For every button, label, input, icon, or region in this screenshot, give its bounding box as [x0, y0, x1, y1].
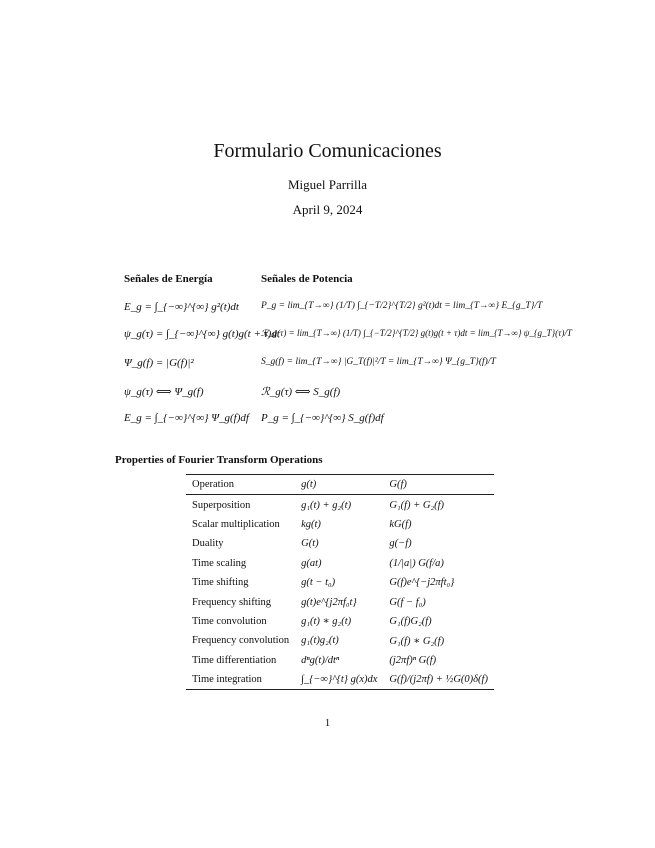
power-signals-heading: Señales de Potencia [261, 273, 353, 285]
operation-cell: Frequency convolution [192, 635, 290, 647]
column-header-operation: Operation [186, 475, 295, 495]
operation-cell: Duality [192, 538, 224, 550]
frequency-domain-cell: kG(f) [389, 518, 412, 530]
power-formula: ℛ_g(τ) ⟺ S_g(f) [261, 386, 341, 398]
table-row [186, 573, 494, 592]
time-domain-cell: g₁(t)g₂(t) [301, 635, 339, 647]
table-row [186, 495, 494, 515]
page-number: 1 [324, 717, 331, 729]
fourier-section-title: Properties of Fourier Transform Operations [115, 454, 323, 466]
time-domain-cell: g(at) [301, 557, 322, 569]
energy-formula: E_g = ∫_{−∞}^{∞} g²(t)dt [124, 301, 239, 313]
operation-cell: Frequency shifting [192, 596, 272, 608]
power-formula: P_g = ∫_{−∞}^{∞} S_g(f)df [261, 412, 384, 424]
frequency-domain-cell: G₁(f) + G₂(f) [389, 499, 445, 511]
operation-cell: Time integration [186, 670, 295, 690]
table-row [186, 631, 494, 650]
table-row [186, 670, 494, 690]
energy-formula: E_g = ∫_{−∞}^{∞} Ψ_g(f)df [124, 412, 249, 424]
operation-cell: Scalar multiplication [192, 518, 280, 530]
power-formula: S_g(f) = lim_{T→∞} |G_T(f)|²/T = lim_{T→∞} Ψ_{g_T}(f)/T [261, 357, 496, 367]
frequency-domain-cell: G(f)e^{−j2πft₀} [389, 577, 455, 589]
operation-cell: Superposition [192, 499, 251, 511]
energy-signals-heading: Señales de Energía [124, 273, 213, 285]
time-domain-cell: g(t)e^{j2πf₀t} [301, 596, 357, 608]
column-header-frequency-domain: G(f) [383, 475, 494, 495]
energy-formula: ψ_g(τ) = ∫_{−∞}^{∞} g(t)g(t + τ)dt [124, 328, 280, 340]
power-formula: ℛ_g(τ) = lim_{T→∞} (1/T) ∫_{−T/2}^{T/2} g(t)g(t + τ)dt = lim_{T→∞} ψ_{g_T}(τ)/T [261, 328, 572, 338]
document-date: April 9, 2024 [292, 202, 363, 217]
table-row [186, 592, 494, 611]
time-domain-cell: g₁(t) + g₂(t) [301, 499, 352, 511]
document-author: Miguel Parrilla [287, 177, 368, 192]
table-row [186, 534, 494, 553]
energy-formula: Ψ_g(f) = |G(f)|² [124, 357, 194, 369]
time-domain-cell: ∫_{−∞}^{t} g(x)dx [295, 670, 383, 690]
table-header-row [186, 475, 494, 495]
operation-cell: Time shifting [192, 577, 249, 589]
table-row [186, 612, 494, 631]
time-domain-cell: G(t) [301, 538, 319, 550]
time-domain-cell: dⁿg(t)/dtⁿ [301, 654, 340, 666]
frequency-domain-cell: (1/|a|) G(f/a) [389, 557, 444, 569]
time-domain-cell: kg(t) [301, 518, 321, 530]
frequency-domain-cell: G₁(f)G₂(f) [389, 615, 432, 627]
frequency-domain-cell: G₁(f) ∗ G₂(f) [389, 635, 445, 647]
column-header-time-domain: g(t) [295, 475, 383, 495]
operation-cell: Time differentiation [192, 654, 277, 666]
operation-cell: Time scaling [192, 557, 247, 569]
frequency-domain-cell: (j2πf)ⁿ G(f) [389, 654, 437, 666]
table-row [186, 554, 494, 573]
fourier-properties-table [186, 474, 494, 690]
time-domain-cell: g₁(t) ∗ g₂(t) [301, 616, 352, 628]
table-row [186, 651, 494, 670]
energy-formula: ψ_g(τ) ⟺ Ψ_g(f) [124, 386, 204, 398]
document-title: Formulario Comunicaciones [213, 140, 442, 162]
time-domain-cell: g(t − t₀) [301, 577, 336, 589]
operation-cell: Time convolution [192, 615, 267, 627]
frequency-domain-cell: G(f)/(j2πf) + ½G(0)δ(f) [383, 670, 494, 690]
table-row [186, 515, 494, 534]
frequency-domain-cell: G(f − f₀) [389, 596, 426, 608]
power-formula: P_g = lim_{T→∞} (1/T) ∫_{−T/2}^{T/2} g²(t)dt = lim_{T→∞} E_{g_T}/T [261, 301, 543, 311]
frequency-domain-cell: g(−f) [389, 538, 412, 550]
